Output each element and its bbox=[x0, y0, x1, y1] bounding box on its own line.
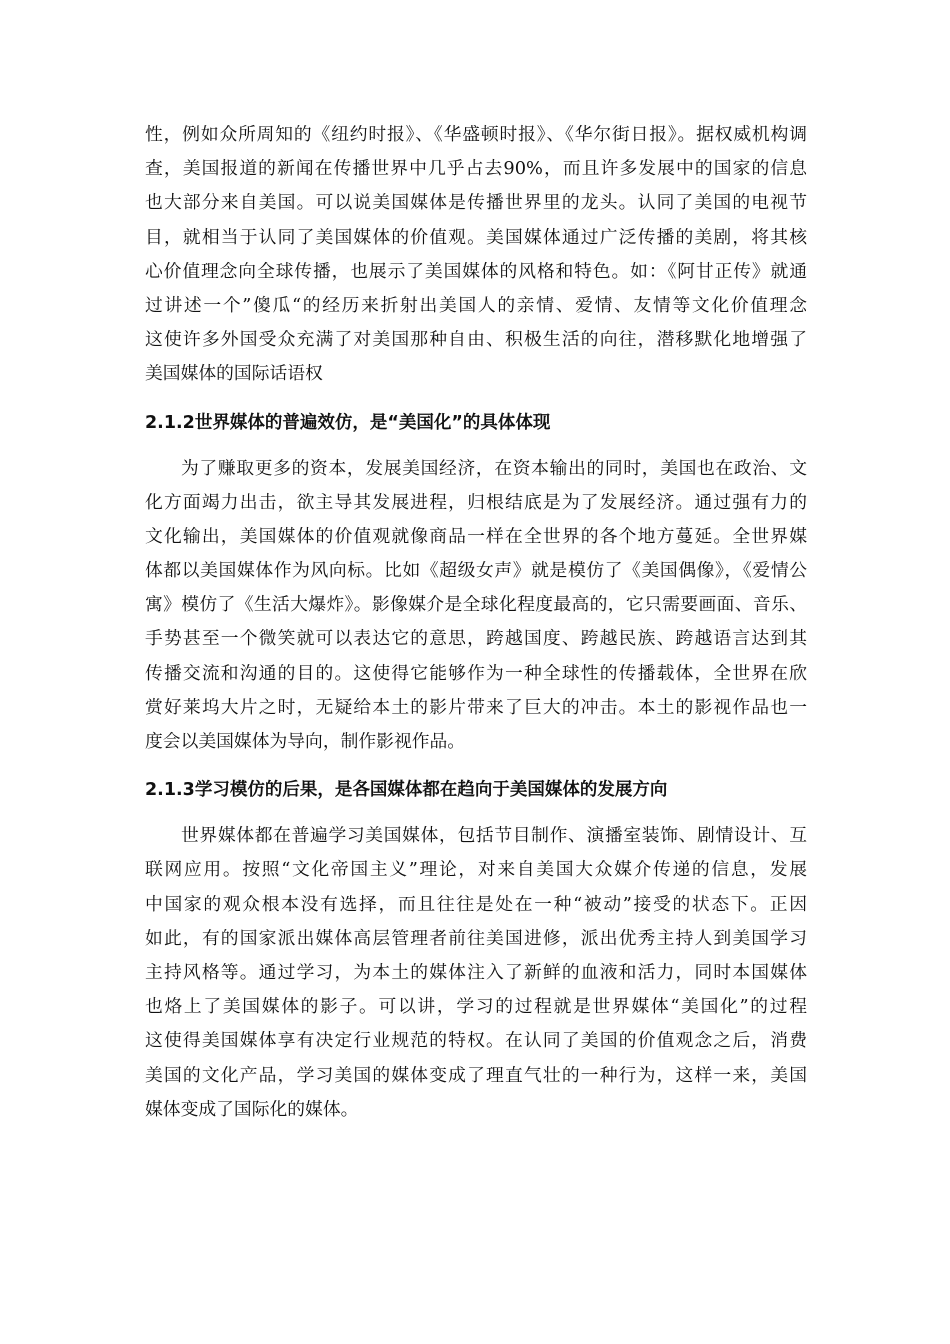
text-line: 中国家的观众根本没有选择，而且往往是处在一种“被动”接受的状态下。正因 bbox=[145, 893, 807, 915]
text-line: 传播交流和沟通的目的。这使得它能够作为一种全球性的传播载体，全世界在欣 bbox=[145, 662, 807, 684]
text-line: 这使得美国媒体享有决定行业规范的特权。在认同了美国的价值观念之后，消费 bbox=[145, 1030, 807, 1052]
text-line: 为了赚取更多的资本，发展美国经济，在资本输出的同时，美国也在政治、文 bbox=[181, 457, 807, 479]
text-line: 也大部分来自美国。可以说美国媒体是传播世界里的龙头。认同了美国的电视节 bbox=[145, 192, 807, 214]
text-line: 这使许多外国受众充满了对美国那种自由、积极生活的向往，潜移默化地增强了 bbox=[145, 329, 807, 351]
text-line: 美国的文化产品，学习美国的媒体变成了理直气壮的一种行为，这样一来，美国 bbox=[145, 1064, 807, 1086]
text-line: 也烙上了美国媒体的影子。可以讲，学习的过程就是世界媒体“美国化”的过程 bbox=[145, 996, 807, 1018]
text-line: 体都以美国媒体作为风向标。比如《超级女声》就是模仿了《美国偶像》，《爱情公 bbox=[145, 560, 807, 582]
text-line: 如此，有的国家派出媒体高层管理者前往美国进修，派出优秀主持人到美国学习 bbox=[145, 927, 807, 949]
text-line: 联网应用。按照“文化帝国主义”理论，对来自美国大众媒介传递的信息，发展 bbox=[145, 859, 807, 881]
text-line: 度会以美国媒体为导向，制作影视作品。 bbox=[145, 731, 466, 752]
text-line: 美国媒体的国际话语权 bbox=[145, 363, 323, 385]
text-line: 寓》模仿了《生活大爆炸》。影像媒介是全球化程度最高的，它只需要画面、音乐、 bbox=[145, 594, 807, 616]
text-line: 化方面竭力出击，欲主导其发展进程，归根结底是为了发展经济。通过强有力的 bbox=[145, 491, 807, 513]
paragraph-3 bbox=[145, 819, 807, 1127]
text-line: 目，就相当于认同了美国媒体的价值观。美国媒体通过广泛传播的美剧，将其核 bbox=[145, 226, 807, 248]
document-page bbox=[145, 118, 807, 1127]
section-heading-2-1-3: 2.1.3学习模仿的后果，是各国媒体都在趋向于美国媒体的发展方向 bbox=[145, 780, 668, 801]
text-line: 手势甚至一个微笑就可以表达它的意思，跨越国度、跨越民族、跨越语言达到其 bbox=[145, 628, 807, 650]
text-line: 过讲述一个”傻瓜“的经历来折射出美国人的亲情、爱情、友情等文化价值理念 bbox=[145, 294, 807, 316]
text-line: 世界媒体都在普遍学习美国媒体，包括节目制作、演播室装饰、剧情设计、互 bbox=[181, 825, 807, 847]
text-line: 查，美国报道的新闻在传播世界中几乎占去90%，而且许多发展中的国家的信息 bbox=[145, 158, 807, 180]
section-heading-2-1-2: 2.1.2世界媒体的普遍效仿，是“美国化”的具体体现 bbox=[145, 412, 551, 433]
text-line: 媒体变成了国际化的媒体。 bbox=[145, 1098, 359, 1120]
text-line: 心价值理念向全球传播，也展示了美国媒体的风格和特色。如：《阿甘正传》就通 bbox=[145, 260, 807, 282]
text-line: 文化输出，美国媒体的价值观就像商品一样在全世界的各个地方蔓延。全世界媒 bbox=[145, 525, 807, 547]
text-line: 性，例如众所周知的《纽约时报》、《华盛顿时报》、《华尔街日报》。据权威机构调 bbox=[145, 124, 807, 145]
text-line: 主持风格等。通过学习，为本土的媒体注入了新鲜的血液和活力，同时本国媒体 bbox=[145, 961, 807, 983]
paragraph-1 bbox=[145, 118, 807, 392]
text-line: 赏好莱坞大片之时，无疑给本土的影片带来了巨大的冲击。本土的影视作品也一 bbox=[145, 696, 807, 718]
paragraph-2 bbox=[145, 452, 807, 760]
